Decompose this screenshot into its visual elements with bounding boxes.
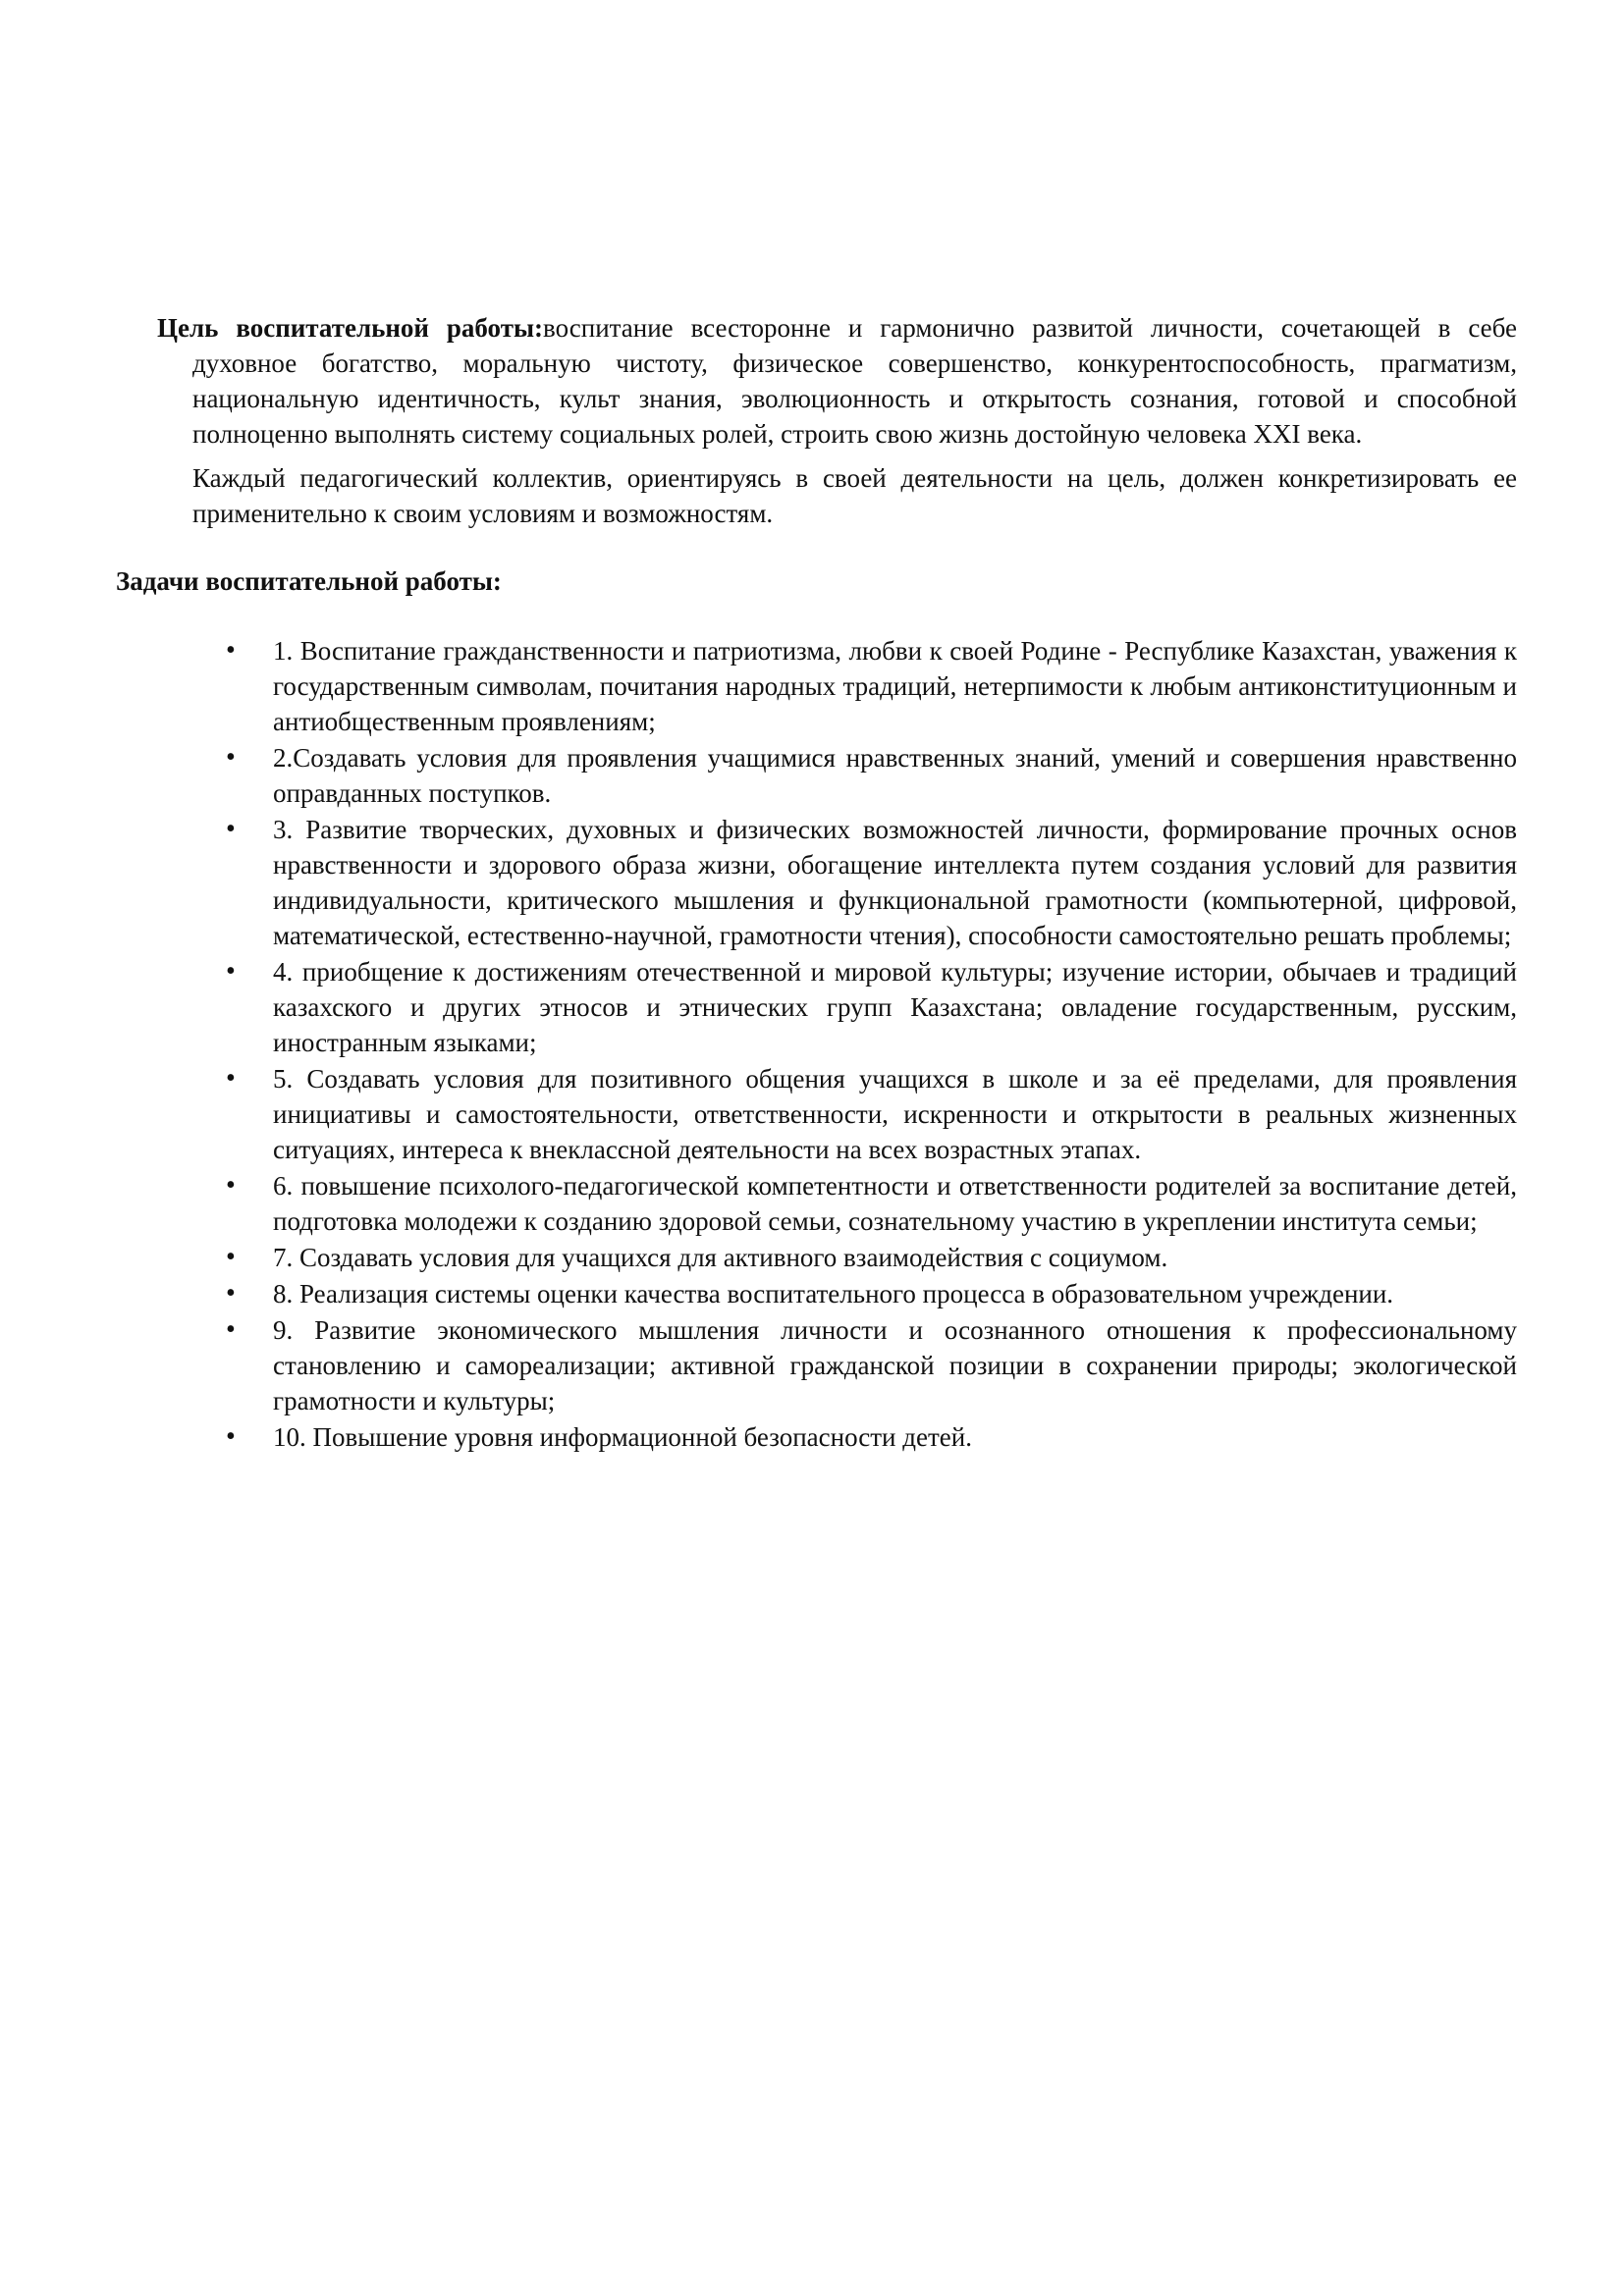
task-item-8: • 8. Реализация системы оценки качества воспитательного процесса в образовательном учреждении. [273, 1276, 1517, 1311]
tasks-heading: Задачи воспитательной работы: [116, 566, 502, 596]
goal-heading: Цель воспитательной работы: [157, 313, 544, 343]
task-item-6: • 6. повышение психолого-педагогической компетентности и ответственности родителей за воспитание детей, подготовка молодежи к созданию здоровой семьи, сознательному участию в укреплении института семьи; [273, 1168, 1517, 1239]
task-item-7: • 7. Создавать условия для учащихся для активного взаимодействия с социумом. [273, 1240, 1517, 1275]
goal-paragraph [157, 310, 1517, 452]
task-item-9: • 9. Развитие экономического мышления личности и осознанного отношения к профессиональному становлению и самореализации; активной гражданской позиции в сохранении природы; экологической грамотности и культуры; [273, 1312, 1517, 1418]
task-item-3: • 3. Развитие творческих, духовных и физических возможностей личности, формирование прочных основ нравственности и здорового образа жизни, обогащение интеллекта путем создания условий для развития индивидуальности, критического мышления и функциональной грамотности (компьютерной, цифровой, математической, естественно-научной, грамотности чтения), способности самостоятельно решать проблемы; [273, 812, 1517, 953]
goal-paragraph-2: Каждый педагогический коллектив, ориентируясь в своей деятельности на цель, должен конкретизировать ее применительно к своим условиям и возможностям. [192, 463, 1517, 528]
task-item-2: • 2.Создавать условия для проявления учащимися нравственных знаний, умений и совершения нравственно оправданных поступков. [273, 740, 1517, 811]
task-item-5: • 5. Создавать условия для позитивного общения учащихся в школе и за её пределами, для проявления инициативы и самостоятельности, ответственности, искренности и открытости в реальных жизненных ситуациях, интереса к внеклассной деятельности на всех возрастных этапах. [273, 1061, 1517, 1167]
goal-section [157, 310, 1517, 531]
task-list [273, 633, 1517, 1456]
goal-text: воспитание всесторонне и гармонично развитой личности, сочетающей в себе духовное богатство, моральную чистоту, физическое совершенство, конкурентоспособность, прагматизм, национальную идентичность, культ знания, эволюционность и открытость сознания, готовой и способной полноценно выполнять систему социальных ролей, строить свою жизнь достойную человека XXI века. [192, 313, 1517, 449]
task-item-4: • 4. приобщение к достижениям отечественной и мировой культуры; изучение истории, обычаев и традиций казахского и других этносов и этнических групп Казахстана; овладение государственным, русским, иностранным языками; [273, 954, 1517, 1060]
task-item-1: • 1. Воспитание гражданственности и патриотизма, любви к своей Родине - Республике Казахстан, уважения к государственным символам, почитания народных традиций, нетерпимости к любым антиконституционным и антиобщественным проявлениям; [273, 633, 1517, 739]
task-item-10: • 10. Повышение уровня информационной безопасности детей. [273, 1419, 1517, 1455]
